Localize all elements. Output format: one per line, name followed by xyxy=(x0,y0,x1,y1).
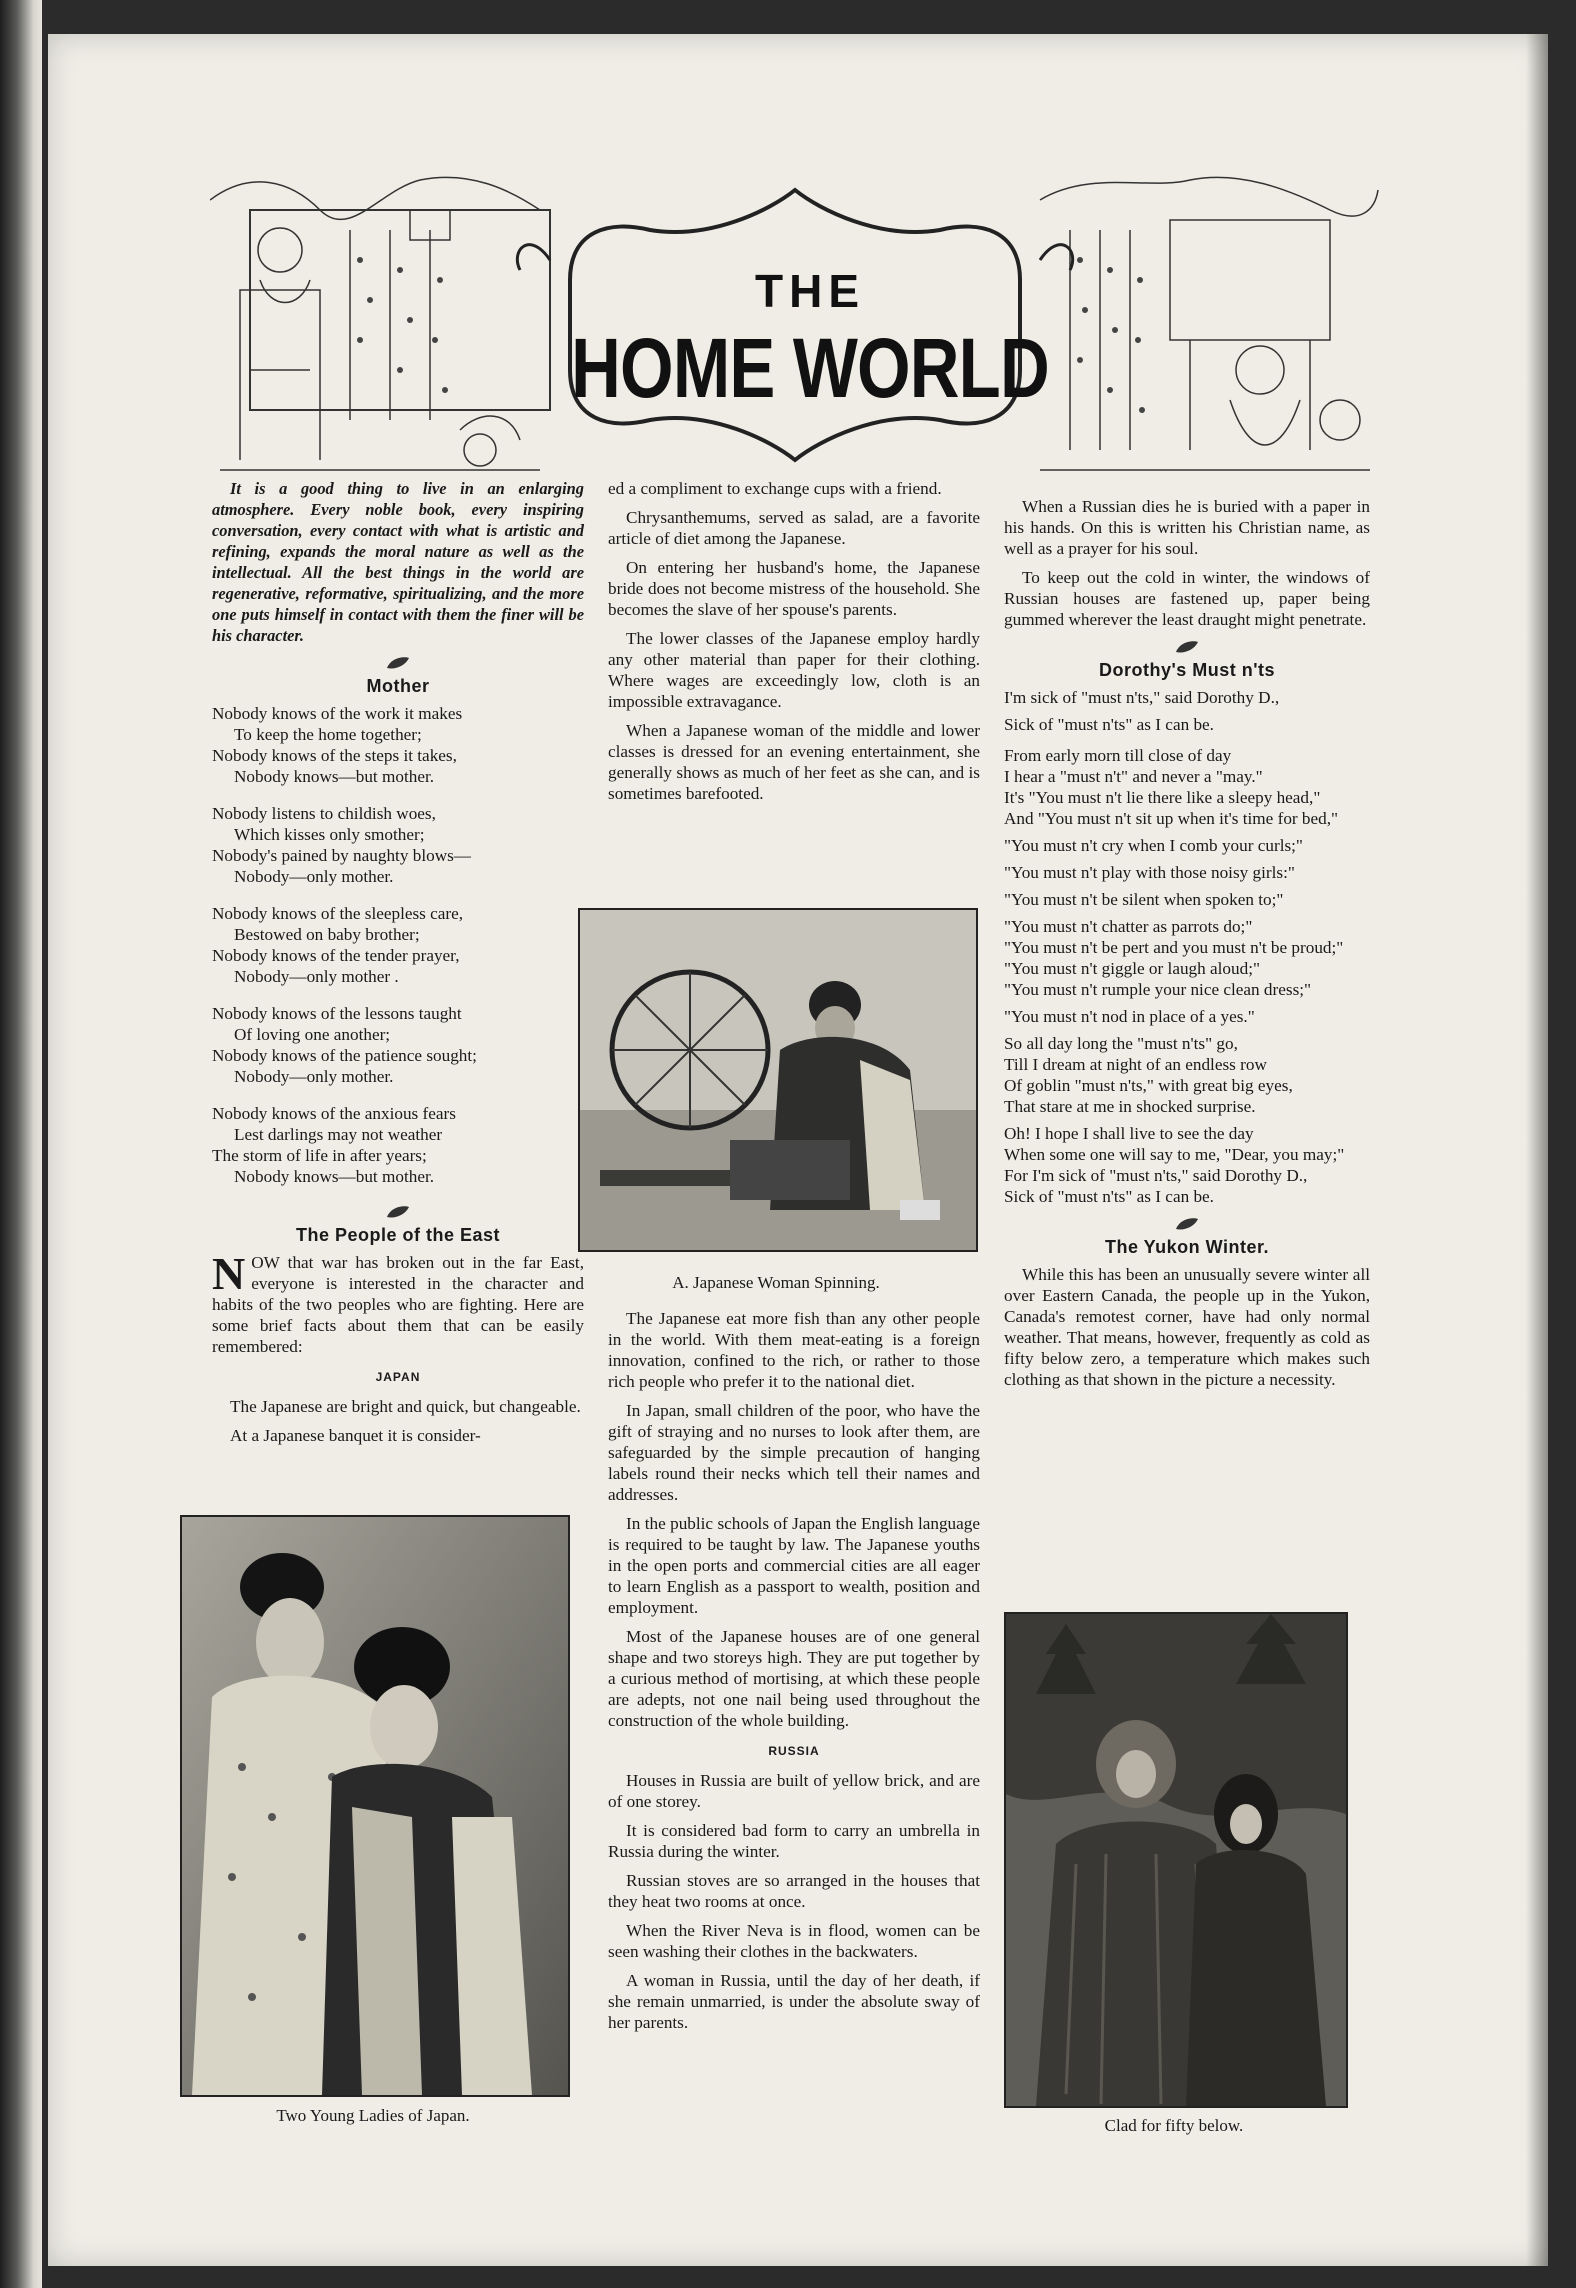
poem-line: "You must n't cry when I comb your curls;" xyxy=(1004,836,1303,855)
photo1-caption: Two Young Ladies of Japan. xyxy=(276,2106,470,2125)
article-paragraph: The lower classes of the Japanese employ hardly any other material than paper for their clothing. Where wages are exceedingly low, cloth is an impossible extravagance. xyxy=(608,629,980,711)
east-text: OW that war has broken out in the far East, everyone is interested in the character and habits of the two peoples who are fighting. Here are some brief facts about them that can be easily remembered: xyxy=(212,1253,584,1356)
poem-line: Oh! I hope I shall live to see the day xyxy=(1004,1124,1254,1143)
binding-gutter xyxy=(0,0,42,2288)
poem-line: Nobody knows of the work it makes xyxy=(212,704,463,723)
poem-stanza xyxy=(212,803,584,887)
photo-woman-spinning xyxy=(578,908,978,1252)
poem-stanza xyxy=(212,703,584,787)
mother-heading: Mother xyxy=(366,676,430,696)
dorothy-heading: Dorothy's Must n'ts xyxy=(1098,660,1276,680)
poem-line: "You must n't giggle or laugh aloud;" xyxy=(1004,959,1261,978)
column-1 xyxy=(212,478,584,1454)
page-title: HOME WORLD xyxy=(571,321,1049,415)
article-paragraph: A woman in Russia, until the day of her death, if she remain unmarried, is under the absolute sway of her parents. xyxy=(608,1971,980,2032)
poem-line: That stare at me in shocked surprise. xyxy=(1004,1097,1256,1116)
article-paragraph: Russian stoves are so arranged in the houses that they heat two rooms at once. xyxy=(608,1871,980,1911)
poem-line: "You must n't nod in place of a yes." xyxy=(1004,1007,1255,1026)
poem-line: Nobody knows—but mother. xyxy=(234,767,435,786)
leaf-ornament-icon xyxy=(1004,638,1370,654)
drop-cap: N xyxy=(212,1248,246,1299)
title-the: THE xyxy=(755,265,865,317)
leaf-ornament-icon xyxy=(212,1203,584,1219)
yukon-heading: The Yukon Winter. xyxy=(1104,1237,1270,1257)
article-paragraph: When a Japanese woman of the middle and lower classes is dressed for an evening entertainment, she generally shows as much of her feet as she can, and is sometimes barefooted. xyxy=(608,721,980,803)
mother-poem xyxy=(212,703,584,1187)
poem-line: For I'm sick of "must n'ts," said Dorothy D., xyxy=(1004,1166,1308,1185)
photo-illustration xyxy=(1006,1614,1346,2106)
dorothy-poem xyxy=(1004,687,1370,1207)
poem-line: I hear a "must n't" and never a "may." xyxy=(1004,767,1263,786)
poem-line: Nobody knows of the sleepless care, xyxy=(212,904,464,923)
poem-stanza xyxy=(212,1003,584,1087)
poem-line: Nobody knows of the steps it takes, xyxy=(212,746,457,765)
column-2-continued xyxy=(608,1308,980,2041)
leaf-ornament-icon xyxy=(1004,1215,1370,1231)
article-paragraph: It is considered bad form to carry an umbrella in Russia during the winter. xyxy=(608,1821,980,1861)
photo2-caption: A. Japanese Woman Spinning. xyxy=(672,1273,880,1292)
poem-line: Nobody knows of the lessons taught xyxy=(212,1004,462,1023)
poem-line: Of goblin "must n'ts," with great big eyes, xyxy=(1004,1076,1293,1095)
poem-line: "You must n't be pert and you must n't be proud;" xyxy=(1004,938,1344,957)
article-paragraph: When a Russian dies he is buried with a paper in his hands. On this is written his Christian name, as well as a prayer for his soul. xyxy=(1004,497,1370,558)
poem-line: Nobody knows of the patience sought; xyxy=(212,1046,477,1065)
poem-line: Of loving one another; xyxy=(234,1025,391,1044)
poem-line: Lest darlings may not weather xyxy=(234,1125,443,1144)
article-paragraph: Most of the Japanese houses are of one general shape and two storeys high. They are put together by a curious method of mortising, at which these people are adepts, not one nail being used throughout the construction of the whole building. xyxy=(608,1627,980,1730)
poem-line: Nobody knows of the anxious fears xyxy=(212,1104,456,1123)
east-heading: The People of the East xyxy=(295,1225,501,1245)
photo-clad-fifty-below xyxy=(1004,1612,1348,2108)
poem-stanza xyxy=(212,903,584,987)
poem-line: Nobody knows of the tender prayer, xyxy=(212,946,460,965)
article-paragraph: When the River Neva is in flood, women can be seen washing their clothes in the backwaters. xyxy=(608,1921,980,1961)
poem-line: And "You must n't sit up when it's time for bed," xyxy=(1004,809,1339,828)
japan-subheading: JAPAN xyxy=(375,1370,421,1384)
poem-line: Which kisses only smother; xyxy=(234,825,425,844)
article-paragraph: ed a compliment to exchange cups with a friend. xyxy=(608,479,942,498)
poem-line: Nobody knows—but mother. xyxy=(234,1167,435,1186)
article-paragraph: On entering her husband's home, the Japanese bride does not become mistress of the household. She becomes the slave of her spouse's parents. xyxy=(608,558,980,619)
poem-line: Bestowed on baby brother; xyxy=(234,925,420,944)
poem-stanza xyxy=(212,1103,584,1187)
article-paragraph: In the public schools of Japan the English language is required to be taught by law. The Japanese youths in the open ports and commercial cities are all eager to learn English as a passport to wealth, position and employment. xyxy=(608,1514,980,1617)
photo-two-young-ladies xyxy=(180,1515,570,2097)
poem-line: I'm sick of "must n'ts," said Dorothy D., xyxy=(1004,688,1280,707)
intro-paragraph: It is a good thing to live in an enlarging atmosphere. Every noble book, every inspiring conversation, every contact with what is artistic and refining, expands the moral nature as well as the intellectual. All the best things in the world are regenerative, reformative, spiritualizing, and the more one puts himself in contact with them the finer will be his character. xyxy=(212,479,584,645)
poem-line: The storm of life in after years; xyxy=(212,1146,427,1165)
column-2 xyxy=(608,478,980,812)
poem-line: Sick of "must n'ts" as I can be. xyxy=(1004,715,1214,734)
poem-line: Till I dream at night of an endless row xyxy=(1004,1055,1267,1074)
poem-line: "You must n't rumple your nice clean dress;" xyxy=(1004,980,1312,999)
poem-line: Nobody—only mother. xyxy=(234,1067,394,1086)
article-paragraph: In Japan, small children of the poor, who have the gift of straying and no nurses to look after them, are safeguarded by the simple precaution of hanging labels round their necks which tell their names and addresses. xyxy=(608,1401,980,1504)
photo3-caption: Clad for fifty below. xyxy=(1104,2116,1244,2135)
yukon-paragraph: While this has been an unusually severe winter all over Eastern Canada, the people up in the Yukon, Canada's remotest corner, have had only normal weather. That means, however, frequently as cold as fifty below zero, a temperature which makes such clothing as that shown in the picture a necessity. xyxy=(1004,1265,1370,1389)
poem-line: Nobody listens to childish woes, xyxy=(212,804,436,823)
poem-line: It's "You must n't lie there like a sleepy head," xyxy=(1004,788,1321,807)
poem-line: To keep the home together; xyxy=(234,725,422,744)
photo-illustration xyxy=(580,910,976,1250)
photo-illustration xyxy=(182,1517,568,2095)
poem-line: Nobody—only mother . xyxy=(234,967,399,986)
page-edge-shadow xyxy=(1526,34,1548,2266)
poem-line: Sick of "must n'ts" as I can be. xyxy=(1004,1187,1214,1206)
poem-line: "You must n't be silent when spoken to;" xyxy=(1004,890,1284,909)
poem-line: So all day long the "must n'ts" go, xyxy=(1004,1034,1238,1053)
article-paragraph: Houses in Russia are built of yellow brick, and are of one storey. xyxy=(608,1771,980,1811)
home-world-banner xyxy=(210,170,1430,520)
article-paragraph: To keep out the cold in winter, the windows of Russian houses are fastened up, paper being gummed wherever the least draught might penetrate. xyxy=(1004,568,1370,629)
leaf-ornament-icon xyxy=(212,654,584,670)
article-paragraph: Chrysanthemums, served as salad, are a favorite article of diet among the Japanese. xyxy=(608,508,980,548)
poem-line: From early morn till close of day xyxy=(1004,746,1232,765)
east-paragraph xyxy=(212,1248,584,1357)
russia-subheading: RUSSIA xyxy=(768,1744,820,1758)
article-paragraph: The Japanese eat more fish than any other people in the world. With them meat-eating is a foreign innovation, confined to the rich, or rather to those rich people who prefer it to the national diet. xyxy=(608,1309,980,1391)
japan-paragraph: At a Japanese banquet it is consider- xyxy=(230,1426,481,1445)
poem-line: Nobody—only mother. xyxy=(234,867,394,886)
japan-paragraph: The Japanese are bright and quick, but changeable. xyxy=(230,1397,581,1416)
poem-line: When some one will say to me, "Dear, you may;" xyxy=(1004,1145,1345,1164)
poem-line: "You must n't chatter as parrots do;" xyxy=(1004,917,1253,936)
column-3 xyxy=(1004,496,1370,1398)
poem-line: "You must n't play with those noisy girls:" xyxy=(1004,863,1295,882)
poem-line: Nobody's pained by naughty blows— xyxy=(212,846,471,865)
